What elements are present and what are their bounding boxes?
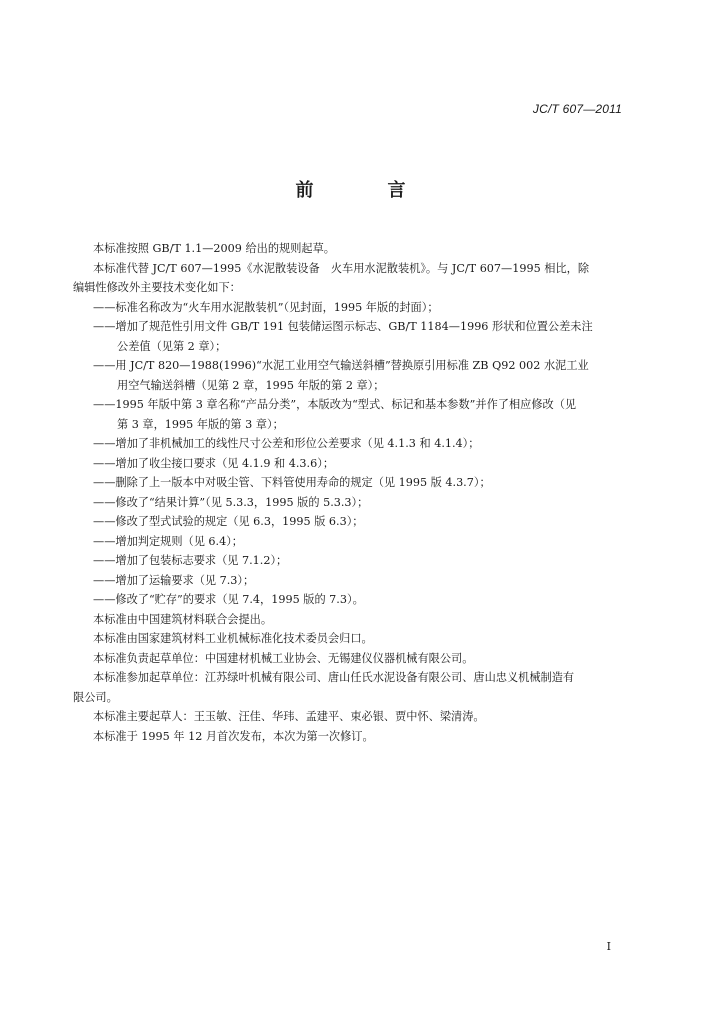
paragraph-line: 本标准于 1995 年 12 月首次发布，本次为第一次修订。 — [93, 729, 374, 743]
paragraph-line: 本标准由国家建筑材料工业机械标准化技术委员会归口。 — [93, 632, 373, 645]
paragraph-line: 编辑性修改外主要技术变化如下： — [73, 281, 241, 294]
paragraph-line: 本标准由中国建筑材料联合会提出。 — [93, 612, 273, 626]
list-item: ——增加了包装标志要求（见 7.1.2）； — [93, 554, 288, 567]
list-item: ——修改了“贮存”的要求（见 7.4，1995 版的 7.3）。 — [93, 593, 364, 606]
list-item: ——增加了规范性引用文件 GB/T 191 包装储运图示标志、GB/T 1184—1996 形状和位置公差未注 — [93, 320, 593, 333]
list-item-continuation: 公差值（见第 2 章）； — [117, 339, 227, 353]
list-item: ——修改了型式试验的规定（见 6.3，1995 版 6.3）； — [93, 515, 364, 528]
paragraph-line: 限公司。 — [73, 690, 118, 704]
list-item: ——增加了运输要求（见 7.3）； — [93, 573, 255, 587]
list-item-continuation: 用空气输送斜槽（见第 2 章，1995 年版的第 2 章）； — [117, 378, 385, 392]
list-item: ——删除了上一版本中对吸尘管、下料管使用寿命的规定（见 1995 版 4.3.7）； — [93, 476, 491, 489]
paragraph-line: 本标准参加起草单位：江苏绿叶机械有限公司、唐山任氏水泥设备有限公司、唐山忠义机械制造有 — [93, 671, 575, 684]
list-item: ——1995 年版中第 3 章名称“产品分类”，本版改为“型式、标记和基本参数”并作了相应修改（见 — [93, 398, 577, 411]
page-title: 前 言 — [295, 180, 434, 201]
list-item: ——增加判定规则（见 6.4）； — [93, 534, 243, 548]
page-number: I — [606, 940, 611, 953]
document-id: JC/T 607—2011 — [532, 102, 622, 116]
paragraph-line: 本标准负责起草单位：中国建材机械工业协会、无锡建仪仪器机械有限公司。 — [93, 651, 474, 665]
list-item: ——用 JC/T 820—1988(1996)“水泥工业用空气输送斜槽”替换原引用标准 ZB Q92 002 水泥工业 — [93, 359, 589, 372]
paragraph-line: 本标准按照 GB/T 1.1—2009 给出的规则起草。 — [93, 242, 335, 255]
list-item: ——标准名称改为“火车用水泥散装机”（见封面，1995 年版的封面）； — [93, 300, 439, 314]
list-item: ——增加了非机械加工的线性尺寸公差和形位公差要求（见 4.1.3 和 4.1.4）； — [93, 437, 480, 450]
paragraph-line: 本标准主要起草人：王玉敏、汪佳、华玮、孟建平、束必银、贾中怀、梁清涛。 — [93, 710, 485, 723]
list-item: ——增加了收尘接口要求（见 4.1.9 和 4.3.6）； — [93, 456, 335, 470]
paragraph-line: 本标准代替 JC/T 607—1995《水泥散装设备 火车用水泥散装机》。与 JC/T 607—1995 相比，除 — [93, 261, 590, 275]
list-item: ——修改了“结果计算”（见 5.3.3，1995 版的 5.3.3）； — [93, 495, 369, 509]
list-item-continuation: 第 3 章，1995 年版的第 3 章）； — [117, 417, 284, 431]
